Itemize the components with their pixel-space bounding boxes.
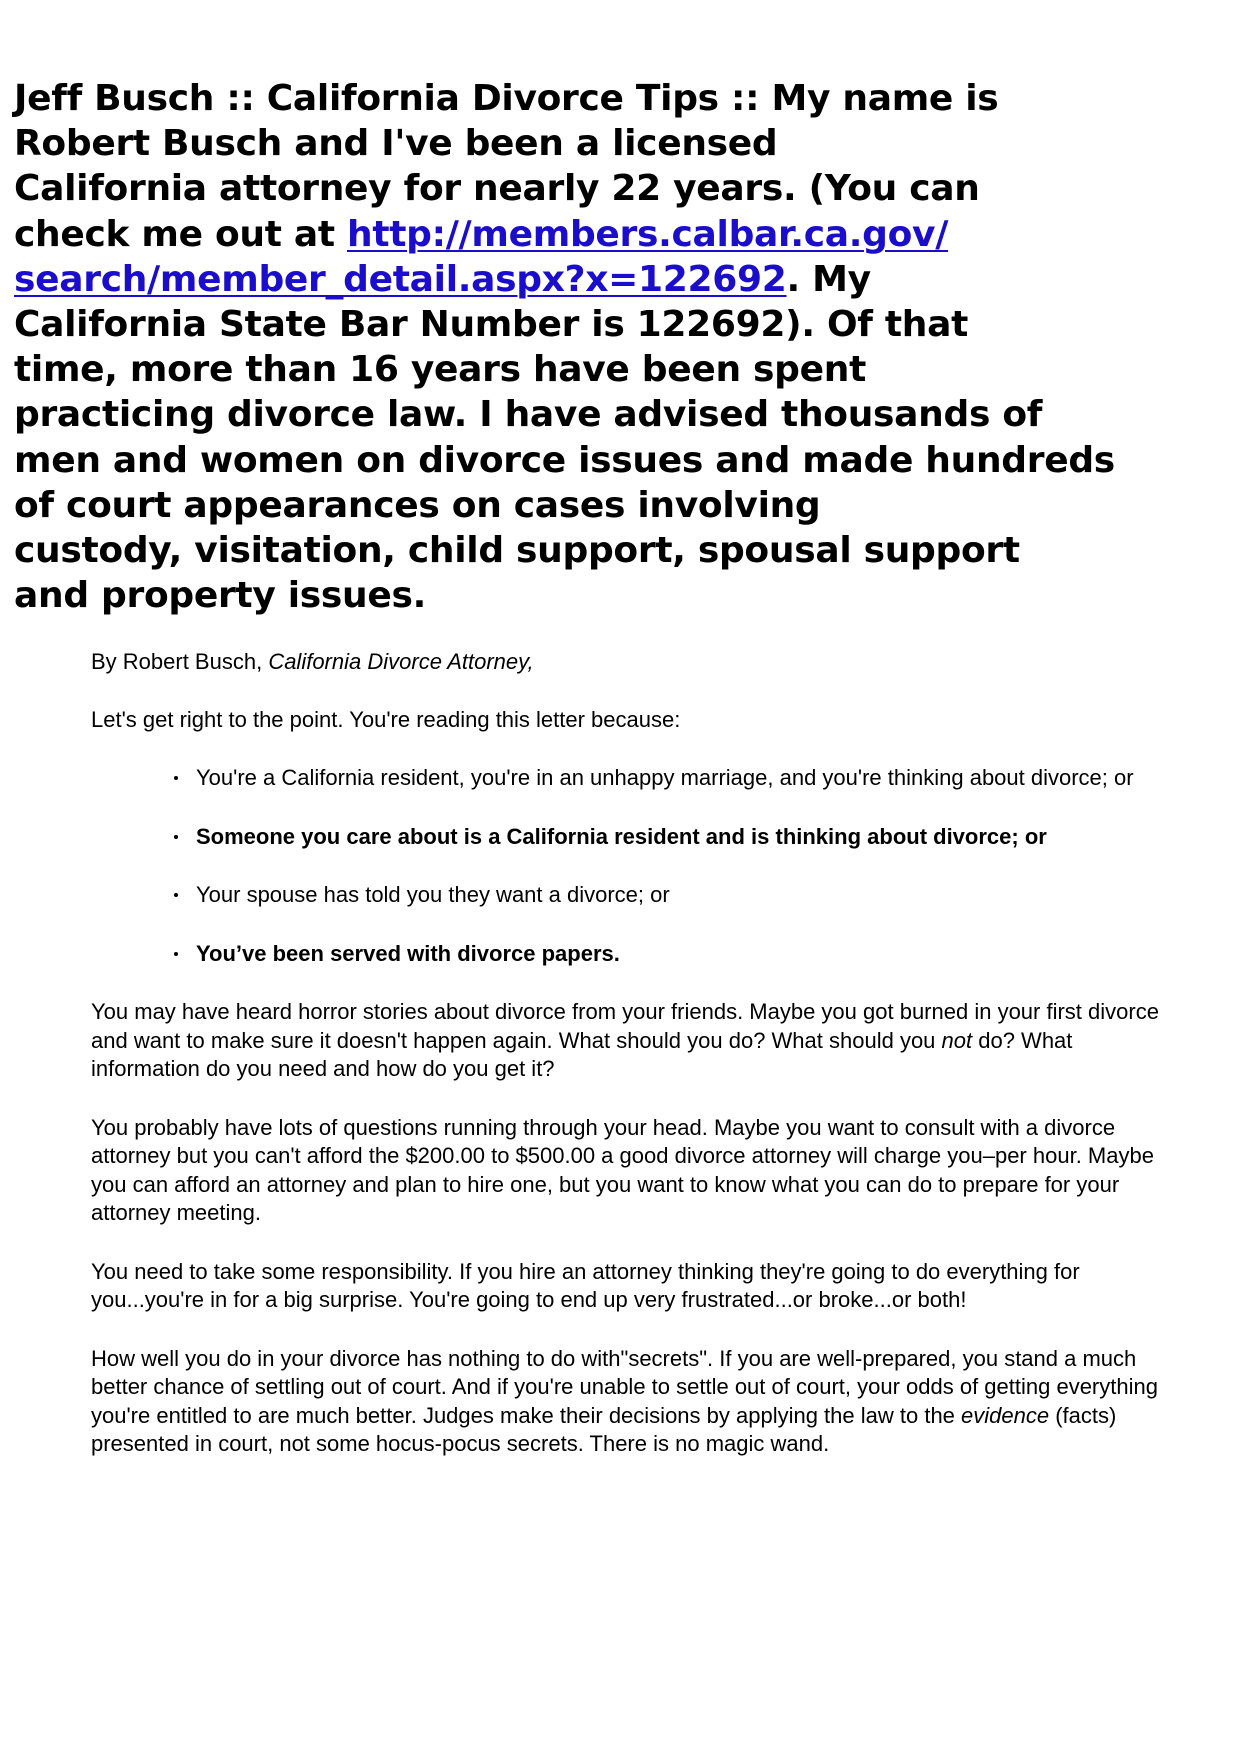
paragraph-text: You may have heard horror stories about divorce from your friends. Maybe you got burned in your first divorce and want to make sure it doesn't happen again. What should you do? What should you xyxy=(91,999,1159,1053)
heading-line: California State Bar Number is 122692). Of that xyxy=(14,304,968,346)
list-item-text: Someone you care about is a California resident and is thinking about divorce; or xyxy=(196,823,1047,849)
list-item-text: You're a California resident, you're in an unhappy marriage, and you're thinking about divorce; or xyxy=(196,765,1134,790)
byline xyxy=(91,648,1171,677)
byline-title: California Divorce Attorney, xyxy=(268,649,534,674)
calbar-link-part2[interactable]: search/member_detail.aspx?x=122692 xyxy=(14,258,787,300)
heading-line: men and women on divorce issues and made hundreds xyxy=(14,439,1115,481)
article-body xyxy=(91,648,1171,1489)
list-item xyxy=(196,823,1171,852)
list-item xyxy=(196,764,1171,793)
paragraph-text: do? What information do you need and how do you get it? xyxy=(91,1027,1073,1081)
paragraph-secrets xyxy=(91,1345,1171,1459)
heading-text: . My xyxy=(786,258,871,300)
paragraph-horror-stories xyxy=(91,998,1171,1084)
heading-line: California attorney for nearly 22 years. (You can xyxy=(14,168,980,210)
heading-line: time, more than 16 years have been spent xyxy=(14,349,867,391)
reasons-list xyxy=(91,764,1171,968)
heading-line: practicing divorce law. I have advised thousands of xyxy=(14,394,1043,436)
heading-line: of court appearances on cases involving xyxy=(14,484,821,526)
heading-line: Robert Busch and I've been a licensed xyxy=(14,123,778,165)
list-item xyxy=(196,940,1171,969)
bullet-icon xyxy=(174,776,178,780)
list-item-text: You’ve been served with divorce papers. xyxy=(196,940,620,966)
bullet-icon xyxy=(174,952,178,956)
emphasis-text: evidence xyxy=(961,1402,1050,1428)
emphasis-text: not xyxy=(941,1027,973,1053)
paragraph-questions: You probably have lots of questions running through your head. Maybe you want to consult with a divorce attorney but you can't afford the $200.00 to $500.00 a good divorce attorney will charge you–per hour. Maybe you can afford an attorney and plan to hire one, but you want to know what you can do to prepare for your attorney meeting. xyxy=(91,1114,1154,1225)
list-item xyxy=(196,881,1171,910)
page-heading xyxy=(14,76,1115,618)
paragraph-text: (facts) presented in court, not some hocus-pocus secrets. There is no magic wand. xyxy=(91,1402,1117,1456)
bullet-icon xyxy=(174,835,178,839)
heading-line: custody, visitation, child support, spousal support xyxy=(14,530,1020,572)
heading-line xyxy=(14,257,1094,302)
heading-line: Jeff Busch :: California Divorce Tips :: My name is xyxy=(14,78,999,119)
paragraph-text: How well you do in your divorce has nothing to do with"secrets". If you are well-prepared, you stand a much better chance of settling out of court. And if you're unable to settle out of court, your odds of getting everything you're entitled to are much better. Judges make their decisions by applying the law to the xyxy=(91,1345,1158,1428)
calbar-link-part1[interactable]: http://members.calbar.ca.gov/ xyxy=(347,213,949,255)
bullet-icon xyxy=(174,893,178,897)
heading-text: check me out at xyxy=(14,213,347,255)
byline-prefix: By Robert Busch, xyxy=(91,649,269,674)
heading-line xyxy=(14,212,1094,257)
heading-line: and property issues. xyxy=(14,575,426,617)
list-item-text: Your spouse has told you they want a divorce; or xyxy=(196,882,670,907)
intro-paragraph: Let's get right to the point. You're reading this letter because: xyxy=(91,706,681,732)
paragraph-responsibility: You need to take some responsibility. If you hire an attorney thinking they're going to do everything for you...you're in for a big surprise. You're going to end up very frustrated...or broke...or both! xyxy=(91,1258,1080,1312)
